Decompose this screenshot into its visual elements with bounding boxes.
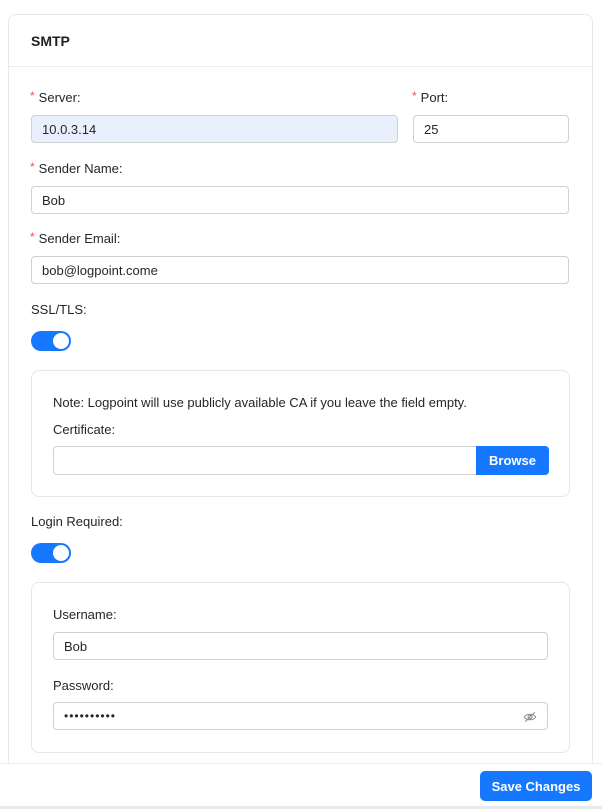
sender-name-label — [30, 161, 123, 176]
login-required-label: Login Required: — [31, 514, 123, 529]
username-label: Username: — [53, 607, 117, 622]
login-panel — [31, 582, 570, 753]
footer-bar — [0, 763, 602, 809]
smtp-card — [8, 14, 593, 774]
certificate-panel — [31, 370, 570, 497]
toggle-knob — [53, 545, 69, 561]
eye-invisible-icon[interactable] — [523, 710, 537, 724]
port-label-text: Port: — [420, 90, 449, 105]
password-label: Password: — [53, 678, 114, 693]
server-label — [30, 90, 81, 105]
certificate-label: Certificate: — [53, 422, 116, 437]
certificate-input[interactable] — [53, 446, 477, 475]
required-marker: * — [30, 160, 35, 174]
server-label-text: Server: — [38, 90, 81, 105]
port-input[interactable] — [413, 115, 569, 143]
required-marker: * — [30, 89, 35, 103]
card-title: SMTP — [31, 32, 70, 49]
sender-email-label — [30, 231, 120, 246]
certificate-note: Note: Logpoint will use publicly available CA if you leave the field empty. — [53, 395, 467, 410]
card-header — [9, 15, 592, 67]
username-input[interactable] — [53, 632, 548, 660]
required-marker: * — [30, 230, 35, 244]
ssl-label: SSL/TLS: — [31, 302, 87, 317]
sender-email-input[interactable] — [31, 256, 569, 284]
save-changes-button[interactable]: Save Changes — [480, 771, 592, 801]
ssl-toggle[interactable] — [31, 331, 71, 351]
login-required-toggle[interactable] — [31, 543, 71, 563]
toggle-knob — [53, 333, 69, 349]
sender-name-input[interactable] — [31, 186, 569, 214]
sender-email-label-text: Sender Email: — [38, 231, 121, 246]
password-input[interactable] — [53, 702, 548, 730]
server-input[interactable] — [31, 115, 398, 143]
browse-button[interactable]: Browse — [476, 446, 549, 475]
port-label — [412, 90, 448, 105]
sender-name-label-text: Sender Name: — [38, 161, 123, 176]
required-marker: * — [412, 89, 417, 103]
password-value: •••••••••• — [64, 709, 117, 723]
